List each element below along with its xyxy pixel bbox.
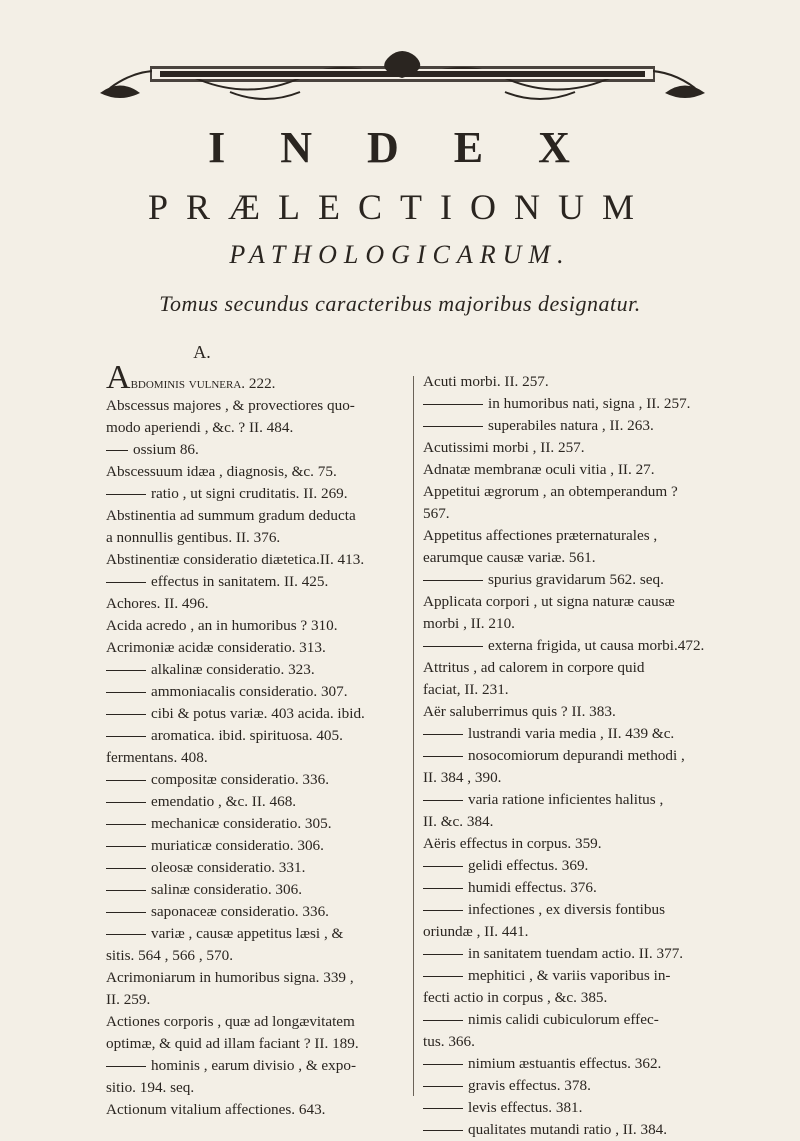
index-entry <box>106 857 402 879</box>
entry-text: faciat, II. 231. <box>423 681 509 698</box>
ditto-dash <box>106 934 146 935</box>
entry-text: mechanicæ consideratio. 305. <box>151 815 332 832</box>
ditto-dash <box>423 976 463 977</box>
left-column <box>106 359 402 1121</box>
index-entry <box>423 899 723 921</box>
index-entry <box>423 569 723 591</box>
entry-text: superabiles natura , II. 263. <box>488 417 654 434</box>
index-entry <box>423 591 723 613</box>
index-entry <box>106 791 402 813</box>
index-entry <box>106 417 402 439</box>
index-entry <box>106 1033 402 1055</box>
index-entry <box>106 1077 402 1099</box>
entry-text: morbi , II. 210. <box>423 615 515 632</box>
entry-text: emendatio , &c. II. 468. <box>151 793 297 810</box>
index-entry <box>106 359 402 396</box>
ditto-dash <box>106 736 146 737</box>
ditto-dash <box>106 890 146 891</box>
ditto-dash <box>106 780 146 781</box>
entry-text: fecti actio in corpus , &c. 385. <box>423 989 608 1006</box>
entry-text: bdominis vulnera. 222. <box>130 375 276 392</box>
ditto-dash <box>106 450 128 451</box>
entry-text: Actiones corporis , quæ ad longævitatem <box>106 1013 355 1030</box>
index-entry <box>106 703 402 725</box>
entry-text: ratio , ut signi cruditatis. II. 269. <box>151 485 348 502</box>
ditto-dash <box>423 954 463 955</box>
index-entry <box>423 459 723 481</box>
drop-initial: A <box>106 359 131 396</box>
index-entry <box>106 901 402 923</box>
entry-text: salinæ consideratio. 306. <box>151 881 303 898</box>
ditto-dash <box>423 426 483 427</box>
ditto-dash <box>106 494 146 495</box>
entry-text: Appetitus affectiones præternaturales , <box>423 527 658 544</box>
index-entry <box>423 437 723 459</box>
ditto-dash <box>106 1066 146 1067</box>
index-entry <box>106 439 402 461</box>
index-entry <box>106 725 402 747</box>
index-entry <box>106 395 402 417</box>
index-entry <box>106 637 402 659</box>
index-entry <box>423 657 723 679</box>
page-title-index: I N D E X <box>208 123 592 172</box>
entry-text: Acrimoniarum in humoribus signa. 339 , <box>106 969 354 986</box>
entry-text: Actionum vitalium affectiones. 643. <box>106 1101 326 1118</box>
index-entry <box>106 769 402 791</box>
entry-text: Attritus , ad calorem in corpore quid <box>423 659 645 676</box>
index-entry <box>106 923 402 945</box>
ditto-dash <box>423 800 463 801</box>
entry-text: tus. 366. <box>423 1033 475 1050</box>
entry-text: varia ratione inficientes halitus , <box>468 791 664 808</box>
title-tomus-note: Tomus secundus caracteribus majoribus designatur. <box>159 291 641 316</box>
entry-text: lustrandi varia media , II. 439 &c. <box>468 725 675 742</box>
ditto-dash <box>423 1020 463 1021</box>
entry-text: II. &c. 384. <box>423 813 494 830</box>
entry-text: levis effectus. 381. <box>468 1099 583 1116</box>
title-praelectionum: PRÆLECTIONUM <box>147 187 653 227</box>
index-entry <box>106 571 402 593</box>
index-entry <box>106 659 402 681</box>
index-entry <box>106 989 402 1011</box>
index-entry <box>423 833 723 855</box>
ditto-dash <box>106 582 146 583</box>
entry-text: Abstinentiæ consideratio diætetica.II. 413. <box>106 551 365 568</box>
ditto-dash <box>106 802 146 803</box>
entry-text: ossium 86. <box>133 441 199 458</box>
index-entry <box>423 723 723 745</box>
entry-text: 567. <box>423 505 450 522</box>
entry-text: cibi & potus variæ. 403 acida. ibid. <box>151 705 365 722</box>
entry-text: Achores. II. 496. <box>106 595 209 612</box>
index-entry <box>106 1011 402 1033</box>
entry-text: Adnatæ membranæ oculi vitia , II. 27. <box>423 461 655 478</box>
entry-text: externa frigida, ut causa morbi.472. <box>488 637 705 654</box>
entry-text: modo aperiendi , &c. ? II. 484. <box>106 419 294 436</box>
entry-text: earumque causæ variæ. 561. <box>423 549 596 566</box>
ditto-dash <box>423 1130 463 1131</box>
index-entry <box>423 987 723 1009</box>
entry-text: sitis. 564 , 566 , 570. <box>106 947 233 964</box>
entry-text: oriundæ , II. 441. <box>423 923 529 940</box>
index-entry <box>423 393 723 415</box>
index-entry <box>423 503 723 525</box>
entry-text: compositæ consideratio. 336. <box>151 771 330 788</box>
entry-text: optimæ, & quid ad illam faciant ? II. 189. <box>106 1035 359 1052</box>
ditto-dash <box>423 1086 463 1087</box>
entry-text: oleosæ consideratio. 331. <box>151 859 306 876</box>
entry-text: spurius gravidarum 562. seq. <box>488 571 664 588</box>
index-entry <box>106 505 402 527</box>
entry-text: humidi effectus. 376. <box>468 879 597 896</box>
index-entry <box>106 967 402 989</box>
entry-text: Acutissimi morbi , II. 257. <box>423 439 585 456</box>
index-entry <box>106 593 402 615</box>
entry-text: Aër saluberrimus quis ? II. 383. <box>423 703 616 720</box>
index-entry <box>423 745 723 767</box>
entry-text: mephitici , & variis vaporibus in- <box>468 967 671 984</box>
index-entry <box>106 1099 402 1121</box>
index-entry <box>423 613 723 635</box>
ditto-dash <box>106 692 146 693</box>
index-entry <box>423 525 723 547</box>
ditto-dash <box>106 868 146 869</box>
entry-text: alkalinæ consideratio. 323. <box>151 661 315 678</box>
ornament-band <box>90 48 715 108</box>
index-entry <box>106 747 402 769</box>
index-entry <box>423 1053 723 1075</box>
index-entry <box>423 1031 723 1053</box>
index-entry <box>423 481 723 503</box>
ditto-dash <box>423 910 463 911</box>
entry-text: aromatica. ibid. spirituosa. 405. <box>151 727 343 744</box>
index-entry <box>423 877 723 899</box>
index-entry <box>423 701 723 723</box>
entry-text: ammoniacalis consideratio. 307. <box>151 683 348 700</box>
title-pathologicarum: PATHOLOGICARUM. <box>229 240 571 269</box>
entry-text: in sanitatem tuendam actio. II. 377. <box>468 945 684 962</box>
entry-text: Abscessus majores , & provectiores quo- <box>106 397 355 414</box>
entry-text: saponaceæ consideratio. 336. <box>151 903 329 920</box>
index-entry <box>106 681 402 703</box>
entry-text: fermentans. 408. <box>106 749 208 766</box>
ditto-dash <box>106 714 146 715</box>
right-column <box>423 371 723 1141</box>
entry-text: Acrimoniæ acidæ consideratio. 313. <box>106 639 326 656</box>
index-entry <box>106 461 402 483</box>
entry-text: infectiones , ex diversis fontibus <box>468 901 665 918</box>
entry-text: a nonnullis gentibus. II. 376. <box>106 529 281 546</box>
entry-text: variæ , causæ appetitus læsi , & <box>151 925 344 942</box>
entry-text: muriaticæ consideratio. 306. <box>151 837 324 854</box>
entry-text: gelidi effectus. 369. <box>468 857 589 874</box>
entry-text: II. 259. <box>106 991 151 1008</box>
index-entry <box>106 483 402 505</box>
index-entry <box>423 547 723 569</box>
entry-text: effectus in sanitatem. II. 425. <box>151 573 329 590</box>
entry-text: gravis effectus. 378. <box>468 1077 591 1094</box>
index-entry <box>423 635 723 657</box>
ditto-dash <box>106 824 146 825</box>
index-entry <box>423 921 723 943</box>
index-entry <box>423 415 723 437</box>
entry-text: hominis , earum divisio , & expo- <box>151 1057 357 1074</box>
index-entry <box>423 1097 723 1119</box>
entry-text: Appetitui ægrorum , an obtemperandum ? <box>423 483 678 500</box>
index-entry <box>106 549 402 571</box>
entry-text: nosocomiorum depurandi methodi , <box>468 747 685 764</box>
entry-text: II. 384 , 390. <box>423 769 502 786</box>
entry-text: Abstinentia ad summum gradum deducta <box>106 507 356 524</box>
index-entry <box>106 813 402 835</box>
entry-text: nimium æstuantis effectus. 362. <box>468 1055 662 1072</box>
ditto-dash <box>106 912 146 913</box>
ditto-dash <box>423 646 483 647</box>
ditto-dash <box>423 866 463 867</box>
index-entry <box>423 1119 723 1141</box>
section-letter: A. <box>193 342 211 362</box>
index-entry <box>423 679 723 701</box>
ditto-dash <box>423 734 463 735</box>
entry-text: Aëris effectus in corpus. 359. <box>423 835 602 852</box>
entry-text: in humoribus nati, signa , II. 257. <box>488 395 691 412</box>
index-entry <box>106 1055 402 1077</box>
entry-text: sitio. 194. seq. <box>106 1079 195 1096</box>
index-entry <box>423 1009 723 1031</box>
index-entry <box>423 943 723 965</box>
index-entry <box>423 789 723 811</box>
ditto-dash <box>423 888 463 889</box>
column-divider <box>413 376 414 1096</box>
index-entry <box>423 855 723 877</box>
entry-text: Abscessuum idæa , diagnosis, &c. 75. <box>106 463 337 480</box>
index-entry <box>106 945 402 967</box>
index-entry <box>423 1075 723 1097</box>
index-entry <box>106 615 402 637</box>
ditto-dash <box>423 756 463 757</box>
entry-text: Acida acredo , an in humoribus ? 310. <box>106 617 338 634</box>
ditto-dash <box>423 1108 463 1109</box>
entry-text: qualitates mutandi ratio , II. 384. <box>468 1121 668 1138</box>
index-entry <box>423 767 723 789</box>
entry-text: nimis calidi cubiculorum effec- <box>468 1011 659 1028</box>
entry-text: Acuti morbi. II. 257. <box>423 373 549 390</box>
entry-text: Applicata corpori , ut signa naturæ causæ <box>423 593 675 610</box>
ditto-dash <box>106 846 146 847</box>
index-entry <box>423 371 723 393</box>
index-entry <box>106 835 402 857</box>
ditto-dash <box>423 1064 463 1065</box>
index-entry <box>423 965 723 987</box>
index-entry <box>423 811 723 833</box>
ditto-dash <box>423 404 483 405</box>
ditto-dash <box>106 670 146 671</box>
index-entry <box>106 527 402 549</box>
index-entry <box>106 879 402 901</box>
ditto-dash <box>423 580 483 581</box>
